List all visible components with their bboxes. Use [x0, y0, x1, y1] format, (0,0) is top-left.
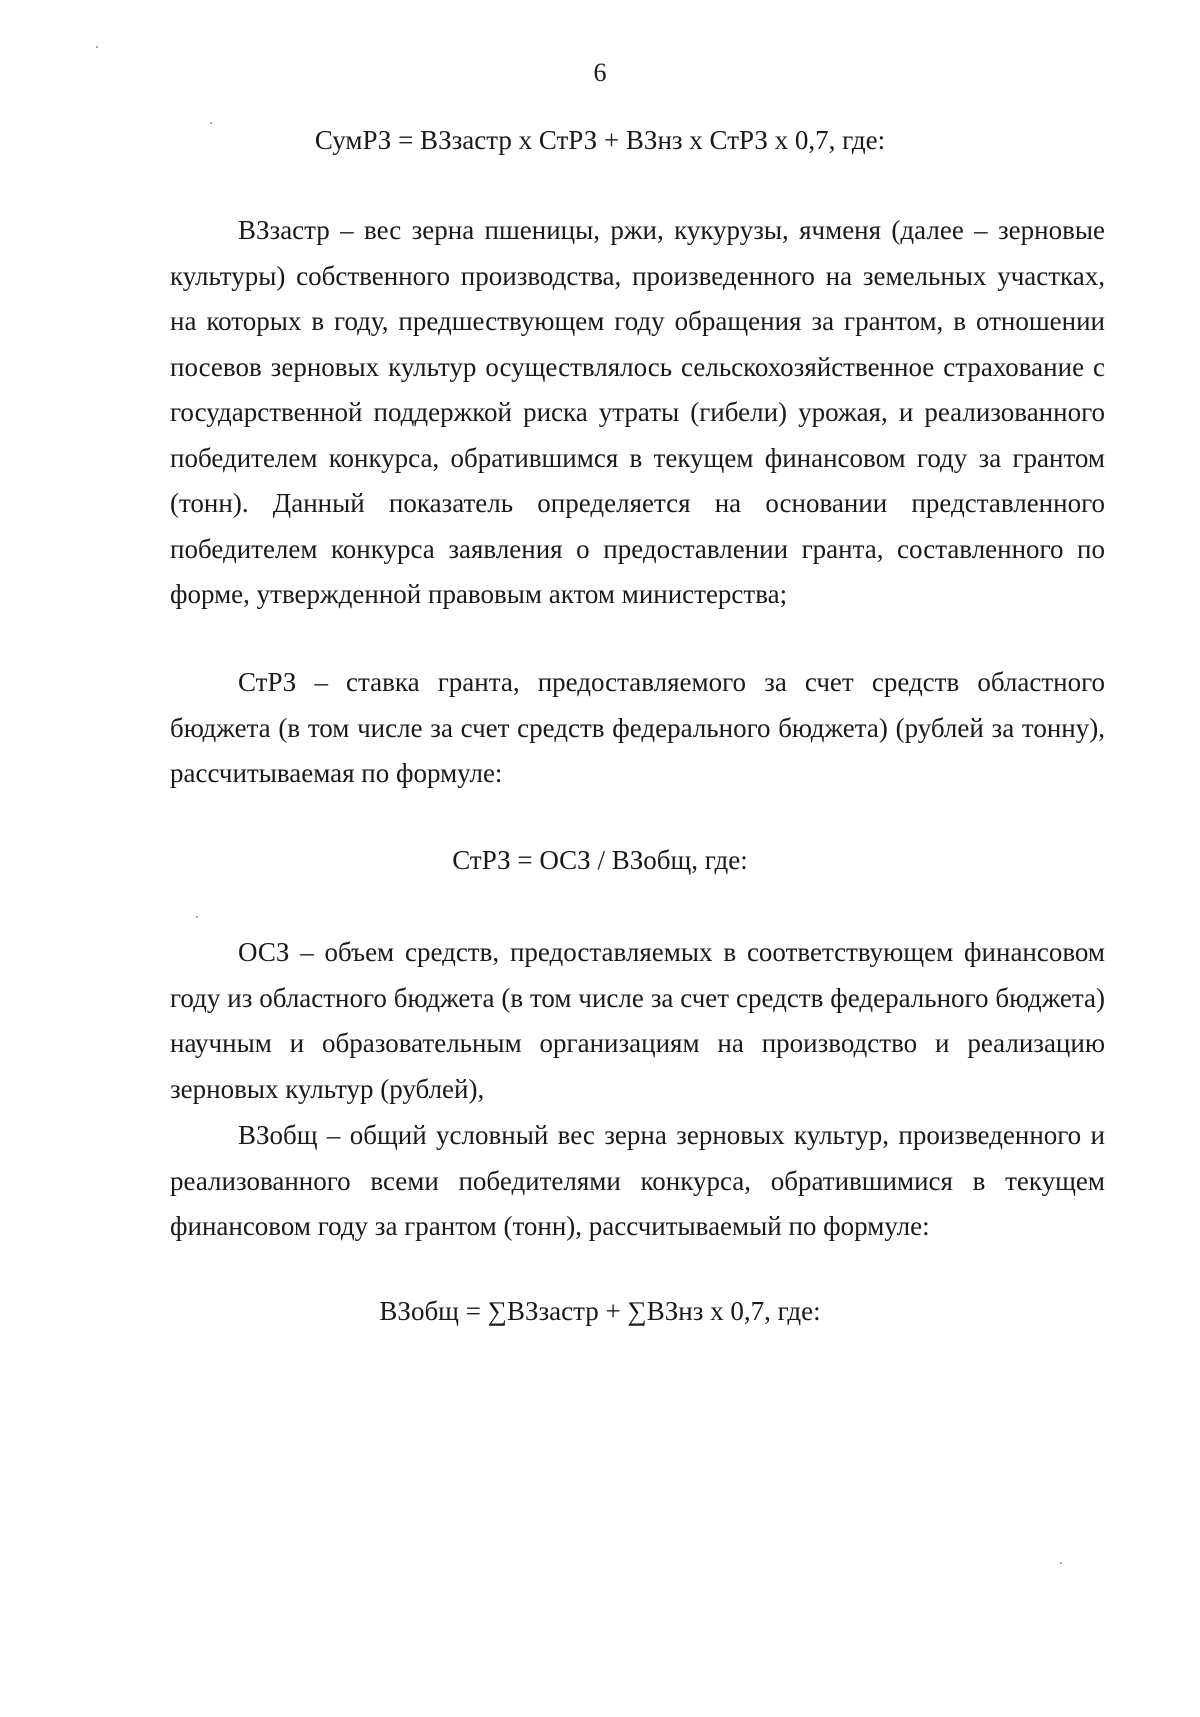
definition-vzobsch: ВЗобщ – общий условный вес зерна зерновых культур, произведенного и реализованного всеми победителями конкурса, обратившимися в текущем финансовом году за грантом (тонн), рассчитываемый по формуле: — [170, 1120, 1105, 1241]
scan-speck — [96, 46, 98, 48]
formula-strz: СтРЗ = ОСЗ / ВЗобщ, где: — [452, 845, 748, 875]
definition-osz: ОСЗ – объем средств, предоставляемых в соответствующем финансовом году из областного бюджета (в том числе за счет средств федерального бюджета) научным и образовательным организациям на производство и реализацию зерновых культур (рублей), — [170, 937, 1105, 1104]
scan-speck — [210, 122, 212, 124]
formula-sum-rz: СумРЗ = ВЗзастр х СтРЗ + ВЗнз х СтРЗ х 0,7, где: — [314, 125, 886, 155]
scan-speck — [196, 916, 198, 918]
definition-vzzastr: ВЗзастр – вес зерна пшеницы, ржи, кукурузы, ячменя (далее – зерновые культуры) собственного производства, произведенного на земельных участках, на которых в году, предшествующем году обращения за грантом, в отношении посевов зерновых культур осуществлялось сельскохозяйственное страхование с государственной поддержкой риска утраты (гибели) урожая, и реализованного победителем конкурса, обратившимся в текущем финансовом году за грантом (тонн). Данный показатель определяется на основании представленного победителем конкурса заявления о предоставлении гранта, составленного по форме, утвержденной правовым актом министерства; — [170, 215, 1105, 609]
formula-vzobsch: ВЗобщ = ∑ВЗзастр + ∑ВЗнз х 0,7, где: — [379, 1296, 821, 1326]
scan-speck — [1060, 1562, 1062, 1564]
definition-strz: СтРЗ – ставка гранта, предоставляемого за счет средств областного бюджета (в том числе за счет средств федерального бюджета) (рублей за тонну), рассчитываемая по формуле: — [170, 667, 1105, 788]
page-number: 6 — [593, 58, 607, 87]
